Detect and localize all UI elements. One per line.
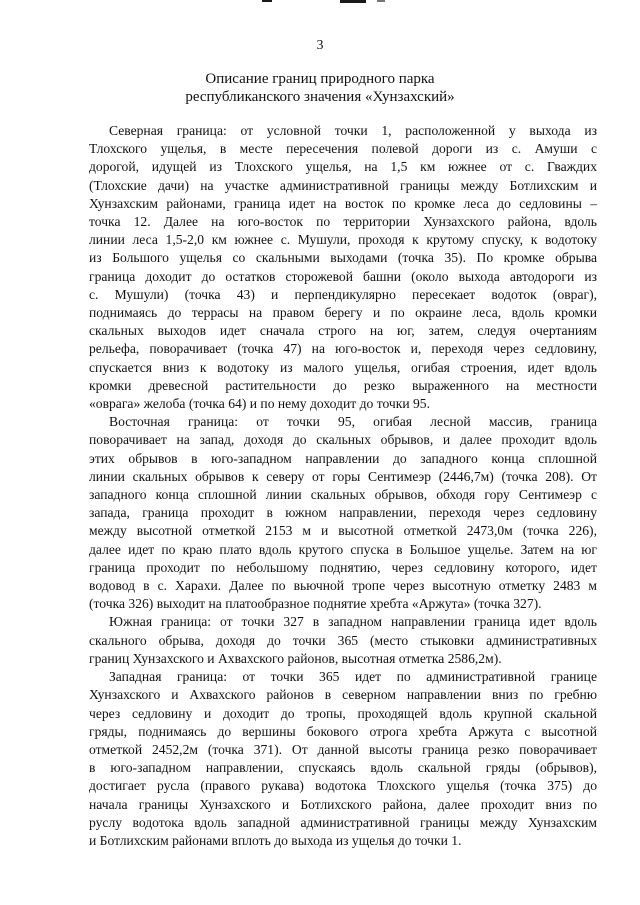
paragraph-line: Хунзахского и Ахвахского районов в северном направлении вниз по гребню bbox=[89, 687, 597, 703]
paragraph-line: границ Хунзахского и Ахвахского районов, высотная отметка 2586,2м). bbox=[89, 650, 502, 666]
paragraph-line: водовод в с. Харахи. Далее по вьючной тропе через высотную отметку 2483 м bbox=[89, 578, 597, 594]
paragraph-line: достигает русла (правого рукава) водотока Тлохского ущелья (точка 375) до bbox=[89, 778, 597, 794]
paragraph-line: линии леса 1,5-2,0 км южнее с. Мушули, проходя к крутому спуску, к водотоку bbox=[89, 232, 597, 248]
title-line: республиканского значения «Хунзахский» bbox=[185, 89, 455, 105]
paragraph-line: и Ботлихским районами вплоть до выхода из ущелья до точки 1. bbox=[89, 832, 462, 848]
scan-artifact bbox=[340, 0, 366, 3]
paragraph-line: линии скальных обрывов к северу от горы Сентимеэр (2446,7м) (точка 208). От bbox=[89, 468, 597, 484]
paragraph bbox=[89, 668, 597, 850]
document-body bbox=[89, 122, 597, 850]
title-line: Описание границ природного парка bbox=[205, 71, 435, 87]
paragraph-line: из Большого ущелья со скальными выходами (точка 35). По кромке обрыва bbox=[89, 250, 597, 266]
paragraph-line: Восточная граница: от точки 95, огибая лесной массив, граница bbox=[109, 414, 597, 430]
paragraph-line: скальных выходов идет сначала строго на юг, затем, следуя очертаниям bbox=[89, 323, 597, 339]
paragraph-line: Северная граница: от условной точки 1, расположенной у выхода из bbox=[109, 123, 597, 138]
paragraph-line: граница доходит до остатков сторожевой башни (около выхода автодороги из bbox=[89, 268, 597, 284]
paragraph-line: рельефа, поворачивает (точка 47) на юго-восток и, переходя через седловину, bbox=[89, 341, 597, 357]
paragraph-line: с. Мушули) (точка 43) и перпендикулярно пересекает водоток (овраг), bbox=[89, 286, 597, 302]
paragraph-line: поворачивает на запад, доходя до скальных обрывов, и далее проходит вдоль bbox=[89, 432, 597, 448]
paragraph-line: «оврага» желоба (точка 64) и по нему доходит до точки 95. bbox=[89, 396, 431, 412]
paragraph-line: отметкой 2452,2м (точка 371). От данной высоты граница резко поворачивает bbox=[89, 741, 597, 757]
paragraph-line: далее идет по краю плато вдоль крутого спуска в Большое ущелье. Затем на юг bbox=[89, 541, 597, 557]
paragraph-line: западного конца сплошной линии скальных обрывов, обходя гору Сентимеэр с bbox=[89, 487, 597, 503]
paragraph-line: через седловину и доходит до тропы, проходящей вдоль крупной скальной bbox=[89, 705, 597, 721]
paragraph-line: запада, граница проходит в южном направлении, переходя через седловину bbox=[89, 505, 597, 521]
document-title bbox=[0, 70, 640, 106]
scan-artifact bbox=[377, 0, 385, 2]
paragraph-line: гряды, поднимаясь до вершины бокового отрога хребта Аржута с высотной bbox=[89, 723, 597, 739]
paragraph bbox=[89, 613, 597, 668]
paragraph-line: спускается вниз к водотоку из малого ущелья, огибая строения, идет вдоль bbox=[89, 359, 597, 375]
paragraph-line: Западная граница: от точки 365 идет по административной границе bbox=[109, 669, 597, 685]
paragraph bbox=[89, 413, 597, 613]
paragraph-line: этих обрывов в юго-западном направлении до западного конца сплошной bbox=[89, 450, 597, 466]
paragraph-line: (Тлохские дачи) на участке административной границы между Ботлихским и bbox=[89, 177, 597, 193]
paragraph-line: (точка 326) выходит на платообразное поднятие хребта «Аржута» (точка 327). bbox=[89, 596, 542, 612]
paragraph-line: между высотной отметкой 2153 м и высотной отметкой 2473,0м (точка 226), bbox=[89, 523, 597, 539]
paragraph-line: Южная граница: от точки 327 в западном направлении граница идет вдоль bbox=[109, 614, 597, 630]
paragraph bbox=[89, 122, 597, 413]
page-number: 3 bbox=[316, 38, 324, 53]
scan-artifact bbox=[262, 0, 272, 2]
paragraph-line: граница проходит по небольшому поднятию, через седловину которого, идет bbox=[89, 559, 597, 575]
paragraph-line: кромки древесной растительности до резко выраженного на местности bbox=[89, 377, 597, 393]
paragraph-line: Хунзахским районами, граница идет на восток по кромке леса до седловины – bbox=[89, 195, 597, 211]
paragraph-line: точка 12. Далее на юго-восток по территории Хунзахского района, вдоль bbox=[89, 214, 597, 230]
paragraph-line: дорогой, идущей из Тлохского ущелья, на 1,5 км южнее от с. Гваждих bbox=[89, 159, 597, 175]
paragraph-line: Тлохского ущелья, в месте пересечения полевой дороги из с. Амуши с bbox=[89, 141, 597, 157]
paragraph-line: поднимаясь до террасы на правом берегу и по окраине леса, вдоль кромки bbox=[89, 305, 597, 321]
paragraph-line: начала границы Хунзахского и Ботлихского района, далее проходит вниз по bbox=[89, 796, 597, 812]
paragraph-line: скального обрыва, доходя до точки 365 (место стыковки административных bbox=[89, 632, 597, 648]
paragraph-line: в юго-западном направлении, спускаясь вдоль скальной гряды (обрывов), bbox=[89, 760, 597, 776]
paragraph-line: руслу водотока вдоль западной административной границы между Хунзахским bbox=[89, 814, 597, 830]
